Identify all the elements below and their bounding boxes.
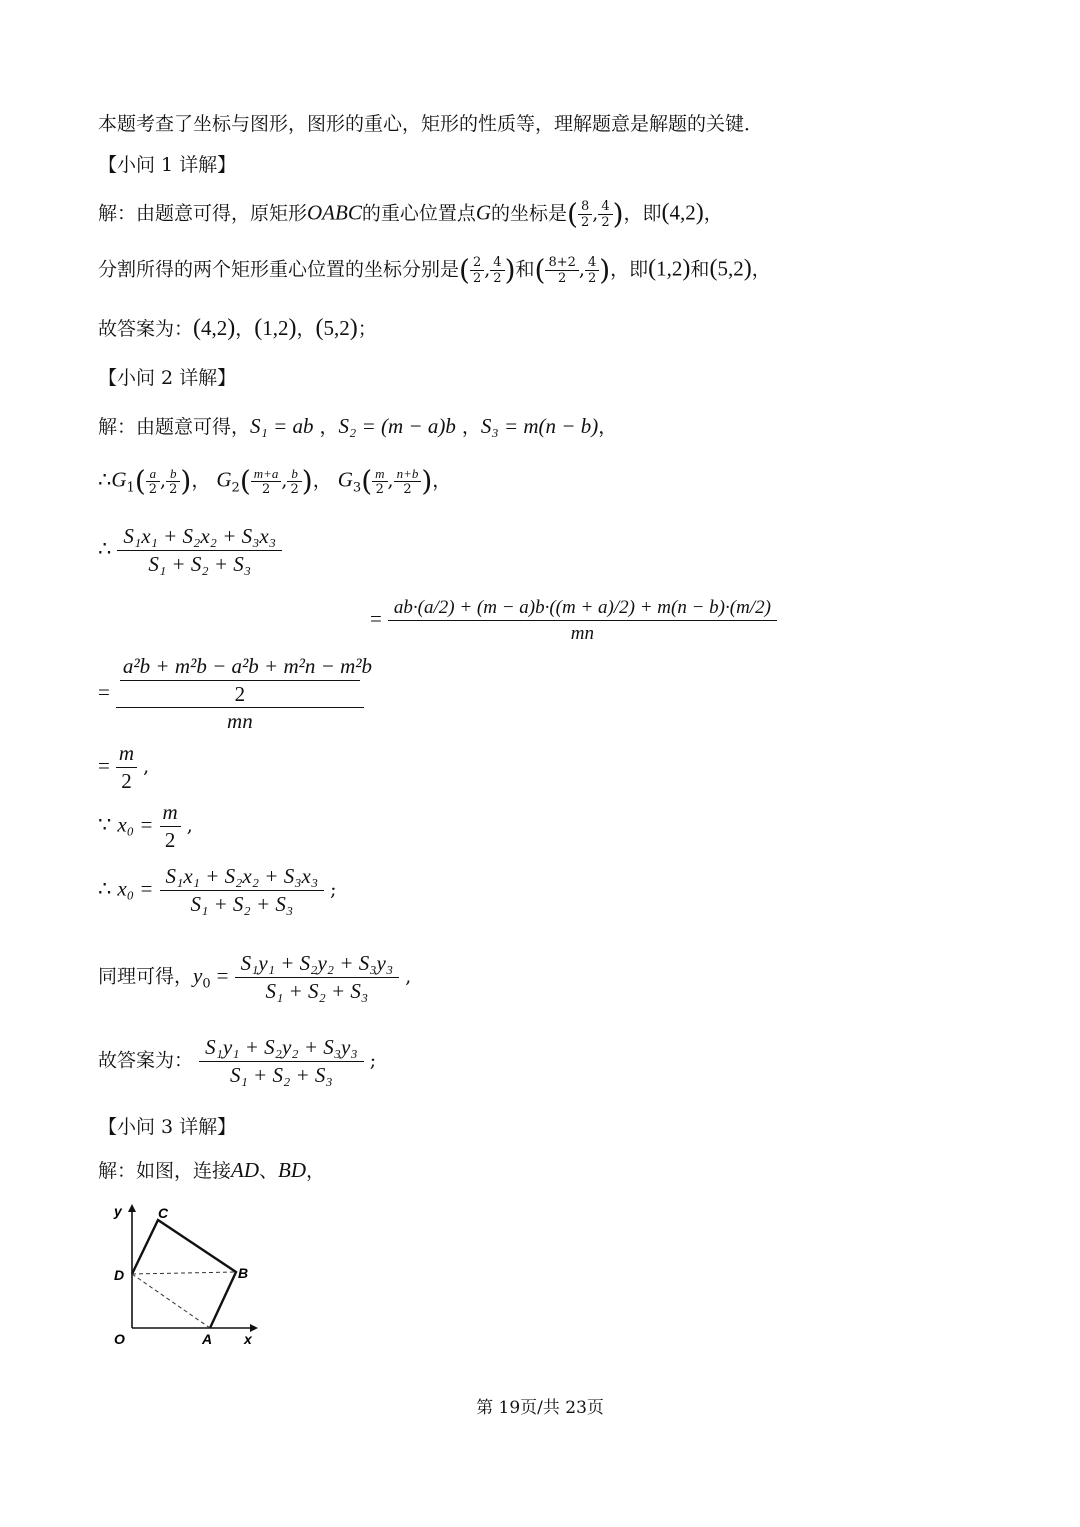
q2-line1: 解：由题意可得，S₁ = ab ，S₂ = (m − a)b ，S₃ = m(n − b)， [98, 414, 618, 438]
label-o: O [114, 1331, 125, 1347]
label-b: B [238, 1265, 249, 1281]
q2-step1: = $\frac{ab\cdot(a/2) + (m - a)b\cdot((m + a)/2) + m(n - b)\cdot(m/2)}{mn}$ [370, 598, 777, 643]
section-header-q1: 【小问 1 详解】 [98, 154, 237, 176]
q2-y0: 同理可得，$y_0$ = $\frac{\text{S₁y₁ + S₂y₂ + S₃y₃}}{\text{S₁ + S₂ + S₃}}$ , [98, 951, 412, 1003]
segment-bd [132, 1272, 236, 1274]
q1-line1: 解：由题意可得，原矩形OABC的重心位置点G的坐标是( $\frac{8}{2}$ , $\frac{4}{2}$ )，即(4,2)， [98, 197, 723, 231]
q1-line2: 分割所得的两个矩形重心位置的坐标分别是( $\frac{2}{2}$ , $\frac{4}{2}$ )和( $\frac{8+2}{2}$ , $\frac{4}{2}$ )，即(1,2)和(5,2)， [98, 253, 771, 287]
q1-answer: 故答案为：(4,2)，(1,2)，(5,2)； [98, 315, 377, 341]
quadrilateral-diagram [100, 1198, 270, 1353]
label-y: y [114, 1203, 122, 1219]
label-a: A [202, 1331, 213, 1347]
q2-step2: = $\frac{\frac{\text{a²b + m²b − a²b + m²n − m²b}}{2}}{mn}$ [98, 654, 373, 733]
segment-ad [132, 1274, 210, 1328]
y-axis-arrow-icon [128, 1204, 136, 1212]
q2-because: ∵ x₀ = $\frac{m}{2}$ , [98, 800, 193, 852]
q2-therefore-fraction: ∴ $\frac{\text{S₁x₁ + S₂x₂ + S₃x₃}}{\text{S₁ + S₂ + S₃}}$ [98, 526, 282, 575]
label-d: D [114, 1267, 125, 1283]
label-c: C [158, 1205, 169, 1221]
q2-x0: ∴ x₀ = $\frac{\text{S₁x₁ + S₂x₂ + S₃x₃}}{\text{S₁ + S₂ + S₃}}$ ; [98, 864, 337, 916]
section-header-q2: 【小问 2 详解】 [98, 367, 237, 389]
section-header-q3: 【小问 3 详解】 [98, 1116, 237, 1138]
label-x: x [244, 1331, 252, 1347]
intro-text: 本题考查了坐标与图形，图形的重心，矩形的性质等，理解题意是解题的关键． [98, 113, 764, 135]
geometry-figure [100, 1198, 270, 1357]
q2-g-line: $\therefore G_1$( $\frac{a}{2}$ , $\frac{b}{2}$ )， $G_2$( $\frac{m+a}{2}$ , $\frac{b}{2}$ )， $G_3$( $\frac{m}{2}$ , $\frac{n+b}{2}$ )， [98, 464, 452, 498]
q2-step3: = $\frac{m}{2}$ , [98, 741, 150, 793]
q2-answer: 故答案为： $\frac{\text{S₁y₁ + S₂y₂ + S₃y₃}}{\text{S₁ + S₂ + S₃}}$ ; [98, 1035, 377, 1087]
page-footer: 第 19页/共 23页 [476, 1398, 604, 1418]
q3-line1: 解：如图，连接AD、BD， [98, 1158, 326, 1182]
